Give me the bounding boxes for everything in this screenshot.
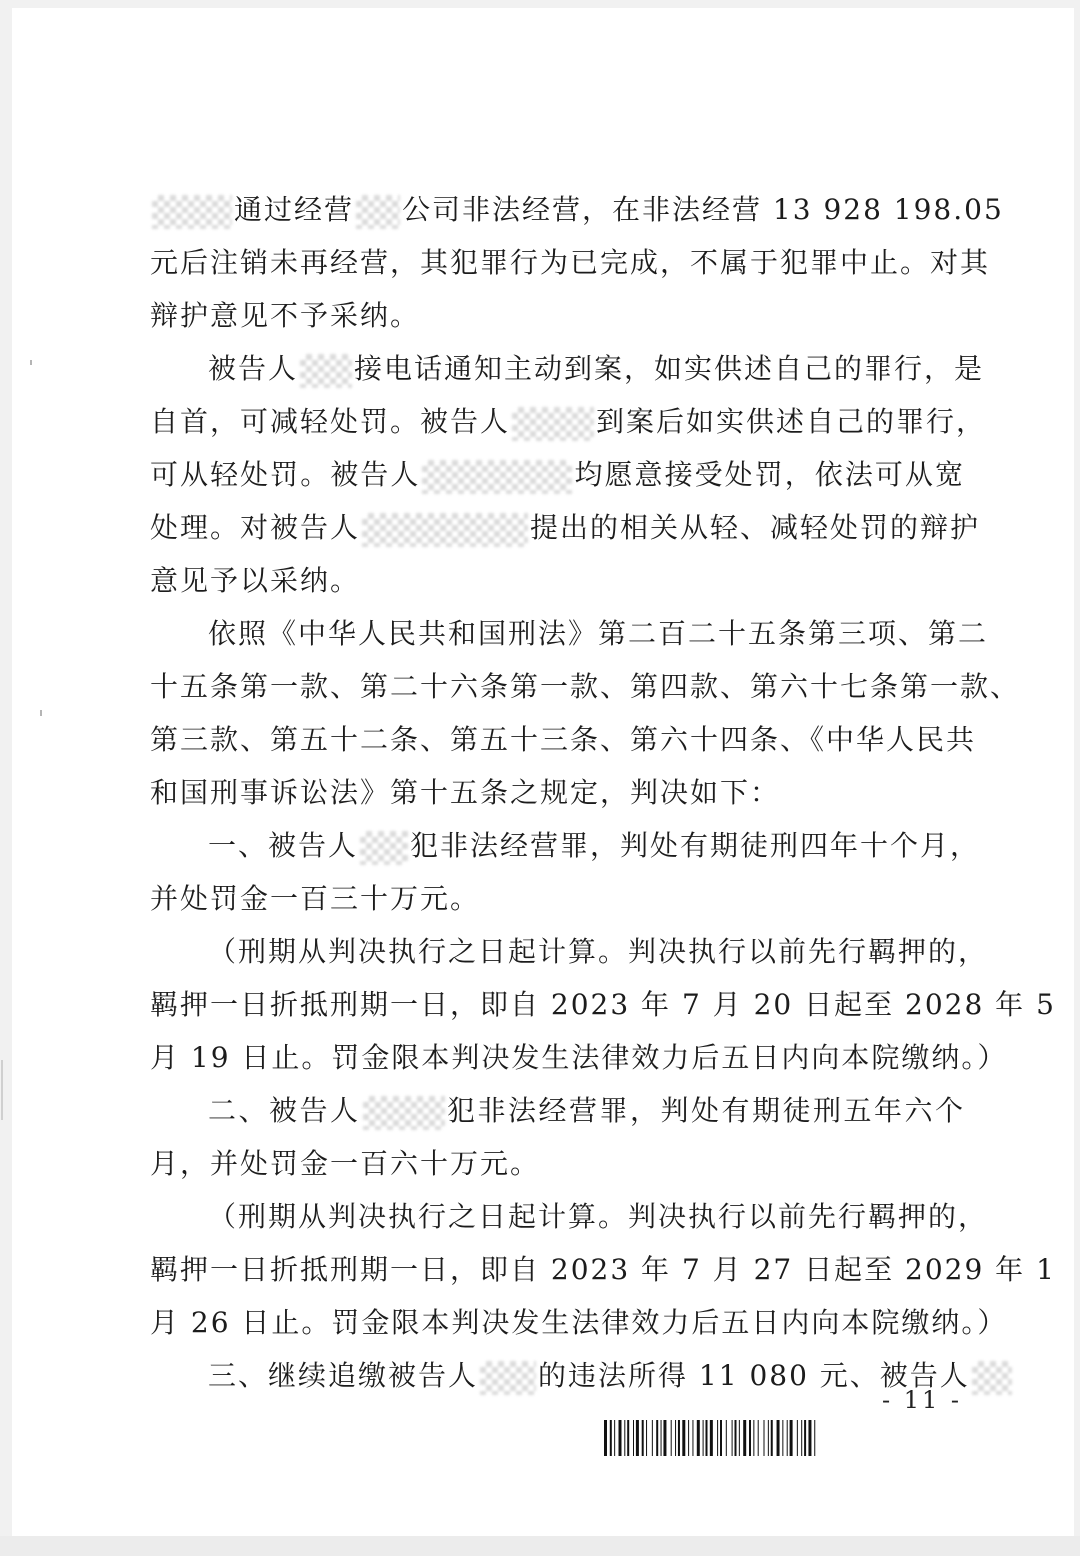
barcode-icon xyxy=(604,1420,956,1456)
redacted-name xyxy=(362,513,528,547)
text-line xyxy=(150,1137,965,1190)
text-line xyxy=(150,1084,965,1137)
barcode-bar xyxy=(642,1420,644,1456)
text-segment: 可从轻处罚。被告人 xyxy=(150,458,421,491)
barcode-bar xyxy=(661,1420,662,1456)
barcode-bar xyxy=(739,1420,740,1456)
judgment-text xyxy=(150,183,1056,1402)
text-line xyxy=(150,342,985,395)
text-segment: 接电话通知主动到案，如实供述自己的罪行，是 xyxy=(354,352,985,385)
text-line xyxy=(150,1349,970,1402)
text-segment: 二、被告人 xyxy=(208,1094,361,1127)
barcode-bar xyxy=(726,1420,727,1456)
barcode-bar xyxy=(614,1420,615,1456)
barcode-bar xyxy=(706,1420,708,1456)
text-line xyxy=(150,501,981,554)
redacted-name xyxy=(512,407,594,441)
barcode-bar xyxy=(646,1420,647,1456)
redacted-name xyxy=(152,195,232,229)
barcode-bar xyxy=(808,1420,811,1456)
barcode-bar xyxy=(604,1420,607,1456)
barcode-bar xyxy=(688,1420,689,1456)
text-segment: （刑期从判决执行之日起计算。判决执行以前先行羁押的， xyxy=(208,935,989,968)
paragraph xyxy=(150,819,981,925)
barcode-bar xyxy=(703,1420,704,1456)
barcode-bar xyxy=(735,1420,737,1456)
text-segment: 并处罚金一百三十万元。 xyxy=(150,882,481,915)
barcode-bar xyxy=(797,1420,798,1456)
barcode-bar xyxy=(636,1420,639,1456)
text-segment: 月 26 日止。罚金限本判决发生法律效力后五日内向本院缴纳。） xyxy=(150,1306,1008,1339)
text-segment: 均愿意接受处罚，依法可从宽 xyxy=(574,458,965,491)
redacted-name xyxy=(360,831,408,865)
text-line xyxy=(150,660,1021,713)
text-line xyxy=(150,1031,1008,1084)
barcode-bar xyxy=(710,1420,713,1456)
barcode-bar xyxy=(771,1420,773,1456)
redacted-name xyxy=(363,1096,445,1130)
text-line xyxy=(150,448,965,501)
text-segment: （刑期从判决执行之日起计算。判决执行以前先行羁押的， xyxy=(208,1200,989,1233)
text-segment: 犯非法经营罪，判处有期徒刑四年十个月， xyxy=(410,829,981,862)
text-segment: 依照《中华人民共和国刑法》第二百二十五条第三项、第二 xyxy=(208,617,989,650)
barcode-bar xyxy=(627,1420,629,1456)
barcode-bar xyxy=(633,1420,634,1456)
text-line xyxy=(150,183,1004,236)
text-line xyxy=(150,766,965,819)
paragraph xyxy=(150,1349,970,1402)
text-segment: 提出的相关从轻、减轻处罚的辩护 xyxy=(530,511,981,544)
barcode-bar xyxy=(753,1420,754,1456)
text-segment: 通过经营 xyxy=(234,193,355,226)
text-line xyxy=(150,1243,1056,1296)
text-segment: 和国刑事诉讼法》第十五条之规定，判决如下： xyxy=(150,776,781,809)
redacted-name xyxy=(300,354,352,388)
text-segment: 辩护意见不予采纳。 xyxy=(150,299,421,332)
text-segment: 到案后如实供述自己的罪行， xyxy=(596,405,987,438)
text-segment: 意见予以采纳。 xyxy=(150,564,361,597)
barcode-bar xyxy=(790,1420,793,1456)
barcode-bar xyxy=(732,1420,733,1456)
paragraph xyxy=(150,607,1021,819)
barcode-bar xyxy=(758,1420,759,1456)
text-line xyxy=(150,819,981,872)
text-segment: 一、被告人 xyxy=(208,829,359,862)
text-line xyxy=(150,554,965,607)
paragraph xyxy=(150,183,1004,342)
text-segment: 三、继续追缴被告人 xyxy=(208,1359,479,1392)
barcode-bar xyxy=(804,1420,806,1456)
text-segment: 犯非法经营罪，判处有期徒刑五年六个 xyxy=(446,1094,965,1127)
barcode-bar xyxy=(675,1420,676,1456)
barcode-bar xyxy=(764,1420,765,1456)
barcode-bar xyxy=(697,1420,700,1456)
barcode-bar xyxy=(720,1420,722,1456)
barcode-bar xyxy=(671,1420,672,1456)
redacted-name xyxy=(480,1361,536,1395)
barcode-bar xyxy=(801,1420,802,1456)
text-line xyxy=(150,289,965,342)
barcode-bar xyxy=(787,1420,788,1456)
text-line xyxy=(150,1296,1008,1349)
redacted-name xyxy=(422,460,572,494)
barcode-bar xyxy=(717,1420,718,1456)
barcode-bar xyxy=(678,1420,680,1456)
barcode-bar xyxy=(610,1420,612,1456)
text-line xyxy=(150,607,989,660)
text-segment: 处理。对被告人 xyxy=(150,511,361,544)
text-line xyxy=(150,872,965,925)
text-line xyxy=(150,1190,989,1243)
paragraph xyxy=(150,1084,965,1190)
barcode-bar xyxy=(619,1420,622,1456)
barcode-bar xyxy=(814,1420,815,1456)
text-segment: 元后注销未再经营，其犯罪行为已完成，不属于犯罪中止。对其 xyxy=(150,246,991,279)
text-segment: 自首，可减轻处罚。被告人 xyxy=(150,405,511,438)
paragraph xyxy=(150,1190,1056,1349)
barcode-bar xyxy=(692,1420,693,1456)
page-number: - 11 - xyxy=(882,1386,963,1414)
text-segment: 羁押一日折抵刑期一日，即自 2023 年 7 月 27 日起至 2029 年 1 xyxy=(150,1253,1056,1286)
redacted-name xyxy=(356,195,400,229)
text-segment: 的违法所得 11 080 元、被告人 xyxy=(538,1359,970,1392)
barcode-bar xyxy=(656,1420,658,1456)
text-segment: 羁押一日折抵刑期一日，即自 2023 年 7 月 20 日起至 2028 年 5 xyxy=(150,988,1056,1021)
text-segment: 第三款、第五十二条、第五十三条、第六十四条、《中华人民共 xyxy=(150,723,977,756)
redacted-name xyxy=(972,1361,1012,1395)
barcode-bar xyxy=(749,1420,751,1456)
barcode-bar xyxy=(782,1420,783,1456)
barcode-bar xyxy=(663,1420,666,1456)
text-line xyxy=(150,713,977,766)
page-bottom-edge xyxy=(0,1536,1080,1556)
text-line xyxy=(150,395,987,448)
barcode-bar xyxy=(652,1420,653,1456)
text-segment: 月，并处罚金一百六十万元。 xyxy=(150,1147,541,1180)
text-line xyxy=(150,236,991,289)
paragraph xyxy=(150,342,987,607)
paragraph xyxy=(150,925,1056,1084)
text-segment: 月 19 日止。罚金限本判决发生法律效力后五日内向本院缴纳。） xyxy=(150,1041,1008,1074)
barcode-bar xyxy=(777,1420,780,1456)
barcode-bar xyxy=(624,1420,625,1456)
text-line xyxy=(150,925,989,978)
barcode-bar xyxy=(682,1420,685,1456)
text-segment: 被告人 xyxy=(208,352,299,385)
barcode-bar xyxy=(768,1420,769,1456)
text-line xyxy=(150,978,1056,1031)
text-segment: 公司非法经营，在非法经营 13 928 198.05 xyxy=(402,193,1004,226)
text-segment: 十五条第一款、第二十六条第一款、第四款、第六十七条第一款、 xyxy=(150,670,1021,703)
barcode-bar xyxy=(743,1420,746,1456)
